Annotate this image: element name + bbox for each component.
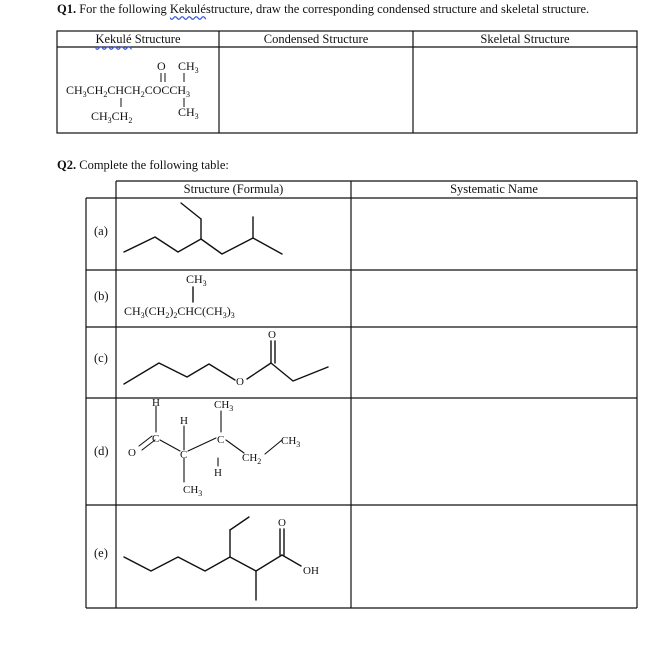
structure-c-carbonyl-o: O [268, 329, 276, 341]
q1-text-after: structure, draw the corresponding condensed structure and skeletal structure. [205, 2, 590, 16]
q1-text-before: For the following [79, 2, 167, 16]
svg-text:CH2: $CH_2$ [242, 452, 262, 466]
structure-a [124, 203, 282, 254]
structure-d-labels [128, 397, 300, 498]
q2-row-label-e: (e) [94, 546, 108, 560]
svg-text:CH3: $CH_3$ [214, 399, 234, 413]
structure-d [139, 406, 282, 482]
q1-header-kekule-rest: Structure [134, 32, 181, 46]
q2-row-label-d: (d) [94, 444, 109, 458]
svg-text:C: C [180, 449, 188, 461]
svg-text:H: H [152, 397, 160, 409]
structure-e [124, 517, 301, 600]
svg-text:C: C [152, 433, 160, 445]
svg-text:O: O [128, 447, 136, 459]
q2-text: Complete the following table: [79, 158, 229, 172]
q1-number: Q1. [57, 2, 77, 16]
q1-top-o: O [157, 59, 166, 73]
q2-number: Q2. [57, 158, 77, 172]
q1-header-condensed: Condensed Structure [263, 32, 369, 46]
svg-text:CH3: $CH_3$ [183, 484, 203, 498]
structure-b [124, 272, 235, 320]
q1-header-kekule-word: Kekulé [95, 32, 132, 46]
q1-header-skeletal: Skeletal Structure [480, 32, 570, 46]
q1-main-chain: $CH_3CH_2CHCH_2COCCH_3$ [66, 83, 191, 99]
structure-c-ester-o: O [236, 376, 244, 388]
structure-b-top: $CH_3$ [186, 272, 207, 288]
svg-text:CH3: $CH_3$ [281, 435, 301, 449]
q1-bottom-right: $CH_3$ [178, 105, 199, 121]
q2-row-label-c: (c) [94, 351, 108, 365]
structure-e-o: O [278, 517, 286, 529]
q2-row-label-a: (a) [94, 224, 108, 238]
q1-bottom-left: $CH_3CH_2$ [91, 109, 133, 125]
structure-c [124, 341, 328, 384]
q1-top-ch3: $CH_3$ [178, 59, 199, 75]
svg-text:H: H [214, 467, 222, 479]
structure-b-main: $CH_3(CH_2)_2CHC(CH_3)_3$ [124, 304, 235, 320]
svg-text:C: C [217, 434, 225, 446]
q2-row-label-b: (b) [94, 289, 109, 303]
q2-header-name: Systematic Name [450, 182, 538, 196]
q1-kekule-word: Kekulé [169, 2, 206, 16]
svg-text:H: H [180, 415, 188, 427]
q2-header-structure: Structure (Formula) [183, 182, 284, 196]
structure-e-oh: OH [303, 565, 319, 577]
